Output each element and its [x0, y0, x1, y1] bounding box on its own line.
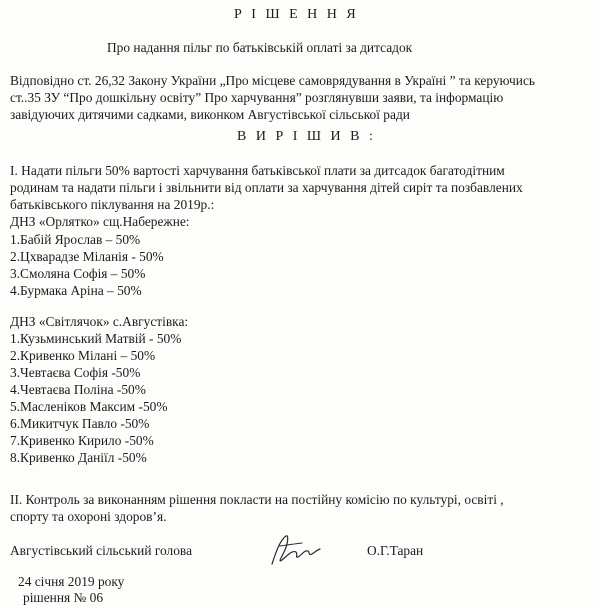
preamble-line-2: ст..35 ЗУ “Про дошкільну освіту” Про харчування” розглянувши заяви, та інформацію: [10, 90, 504, 105]
list-item: 6.Микитчук Павло -50%: [10, 416, 150, 431]
preamble-line-1: Відповідно ст. 26,32 Закону України „Про місцеве самоврядування в Україні ” та керуючись: [10, 73, 535, 88]
list-item: 4.Бурмака Аріна – 50%: [10, 283, 142, 298]
school-2-name: ДНЗ «Світлячок» с.Августівка:: [10, 314, 189, 329]
list-item: 3.Чевтаєва Софія -50%: [10, 365, 141, 380]
list-item: 1.Кузьминський Матвій - 50%: [10, 331, 182, 346]
point-1-line-2: родинам та надати пільги і звільнити від оплати за харчування дітей сиріт та позбавлених: [10, 180, 523, 195]
point-1-line-1: І. Надати пільги 50% вартості харчування батьківської плати за дитсадок багатодітним: [10, 163, 505, 178]
list-item: 2.Цхварадзе Міланія - 50%: [10, 249, 164, 264]
list-item: 7.Кривенко Кирило -50%: [10, 433, 154, 448]
list-item: 3.Смоляна Софія – 50%: [10, 266, 146, 281]
list-item: 2.Кривенко Мілані – 50%: [10, 348, 156, 363]
list-item: 1.Бабій Ярослав – 50%: [10, 232, 141, 247]
signatory-position: Августівський сільський голова: [10, 543, 193, 558]
point-1-line-3: батьківського піклування на 2019р.:: [10, 197, 215, 212]
preamble-line-3: завідуючих дитячими садками, виконком Августівської сільської ради: [10, 107, 410, 122]
list-item: 5.Масленіков Максим -50%: [10, 399, 168, 414]
signatory-name: О.Г.Таран: [367, 543, 424, 558]
document-subject: Про надання пільг по батьківській оплаті за дитсадок: [107, 40, 413, 55]
school-1-name: ДНЗ «Орлятко» сщ.Набережне:: [10, 214, 190, 229]
decided-heading: В И Р І Ш И В :: [237, 129, 376, 144]
list-item: 8.Кривенко Даніїл -50%: [10, 450, 147, 465]
list-item: 4.Чевтаєва Поліна -50%: [10, 382, 146, 397]
document-number: рішення № 06: [23, 590, 104, 605]
handwritten-signature: [262, 530, 322, 570]
point-2-line-2: спорту та охороні здоров’я.: [10, 509, 167, 524]
document-title: Р І Ш Е Н Н Я: [234, 7, 359, 22]
document-date: 24 січня 2019 року: [18, 574, 125, 589]
point-2-line-1: ІІ. Контроль за виконанням рішення покласти на постійну комісію по культурі, освіті ,: [10, 492, 504, 507]
